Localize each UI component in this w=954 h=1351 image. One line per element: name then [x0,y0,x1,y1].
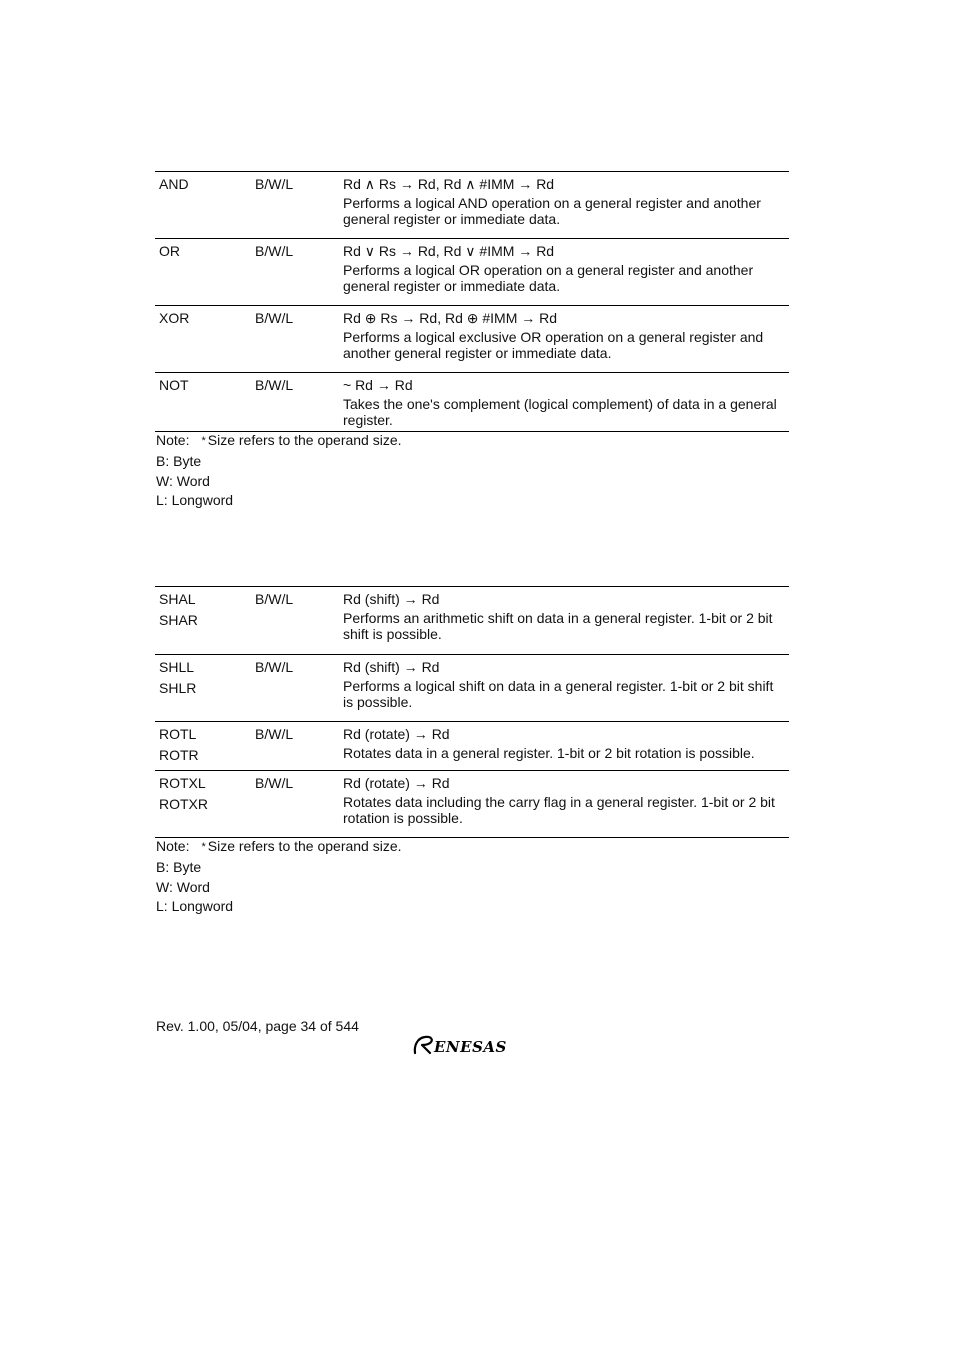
note-line: L: Longword [156,897,234,914]
operation-description: Performs an arithmetic shift on data in a general register. 1-bit or 2 bit shift is possible. [343,610,773,642]
operation-expression: Rd (rotate) → Rd [343,775,450,791]
operation-expression: Rd ⊕ Rs → Rd, Rd ⊕ #IMM → Rd [343,310,558,326]
table-row [155,172,789,239]
note-line: W: Word [156,878,210,895]
operation-cell [343,771,789,837]
note-text: Size refers to the operand size. [207,432,402,448]
note-line: B: Byte [156,859,202,876]
instruction-cell: ROTL ROTR [159,726,199,763]
operation-cell [343,722,789,772]
operation-description: Rotates data in a general register. 1-bit or 2 bit rotation is possible. [343,745,755,761]
operation-expression: Rd (shift) → Rd [343,659,440,675]
operation-cell [343,373,789,439]
table-row [155,655,789,722]
instruction-cell: SHAL SHAR [159,591,198,628]
logic-operations-table [155,171,789,432]
renesas-logo [413,1034,535,1059]
instruction-cell: XOR [159,310,190,326]
operation-cell [343,239,789,305]
shift-operations-table [155,586,789,838]
table-row [155,587,789,655]
operation-cell [343,172,789,238]
size-cell: B/W/L [255,659,294,675]
table-row [155,373,789,432]
operation-expression: Rd ∨ Rs → Rd, Rd ∨ #IMM → Rd [343,243,555,259]
operation-description: Performs a logical exclusive OR operation on a general register and another general register or immediate data. [343,329,764,361]
operation-expression: Rd (shift) → Rd [343,591,440,607]
note-line: B: Byte [156,453,202,470]
note-label: Note: [156,838,190,854]
note-line: L: Longword [156,491,234,508]
size-cell: B/W/L [255,775,294,791]
svg-text:ENESAS: ENESAS [434,1038,507,1056]
page-footer: Rev. 1.00, 05/04, page 34 of 544 [156,1018,359,1034]
operation-description: Takes the one's complement (logical complement) of data in a general register. [343,396,777,428]
operation-description: Performs a logical OR operation on a general register and another general register or immediate data. [343,262,754,294]
size-cell: B/W/L [255,176,294,192]
operation-cell [343,306,789,372]
table-note [156,837,402,916]
operation-cell [343,655,789,721]
instruction-cell: AND [159,176,189,192]
operation-cell [343,587,789,653]
size-cell: B/W/L [255,591,294,607]
instruction-cell: OR [159,243,180,259]
table-row [155,722,789,771]
note-line: W: Word [156,472,210,489]
instruction-cell: SHLL SHLR [159,659,197,696]
instruction-cell: NOT [159,377,189,393]
operation-expression: ~ Rd → Rd [343,377,413,393]
table-note [156,431,402,510]
renesas-logo-icon [413,1034,535,1056]
asterisk-icon: * [201,435,206,447]
instruction-cell: ROTXL ROTXR [159,775,208,812]
asterisk-icon: * [201,841,206,853]
table-row [155,306,789,373]
size-cell: B/W/L [255,243,294,259]
note-text: Size refers to the operand size. [207,838,402,854]
note-label: Note: [156,432,190,448]
operation-expression: Rd ∧ Rs → Rd, Rd ∧ #IMM → Rd [343,176,555,192]
operation-description: Performs a logical AND operation on a general register and another general register or immediate data. [343,195,761,227]
size-cell: B/W/L [255,310,294,326]
table-row [155,239,789,306]
operation-description: Performs a logical shift on data in a general register. 1-bit or 2 bit shift is possible. [343,678,774,710]
size-cell: B/W/L [255,377,294,393]
size-cell: B/W/L [255,726,294,742]
table-row [155,771,789,838]
operation-description: Rotates data including the carry flag in a general register. 1-bit or 2 bit rotation is possible. [343,794,775,826]
operation-expression: Rd (rotate) → Rd [343,726,450,742]
